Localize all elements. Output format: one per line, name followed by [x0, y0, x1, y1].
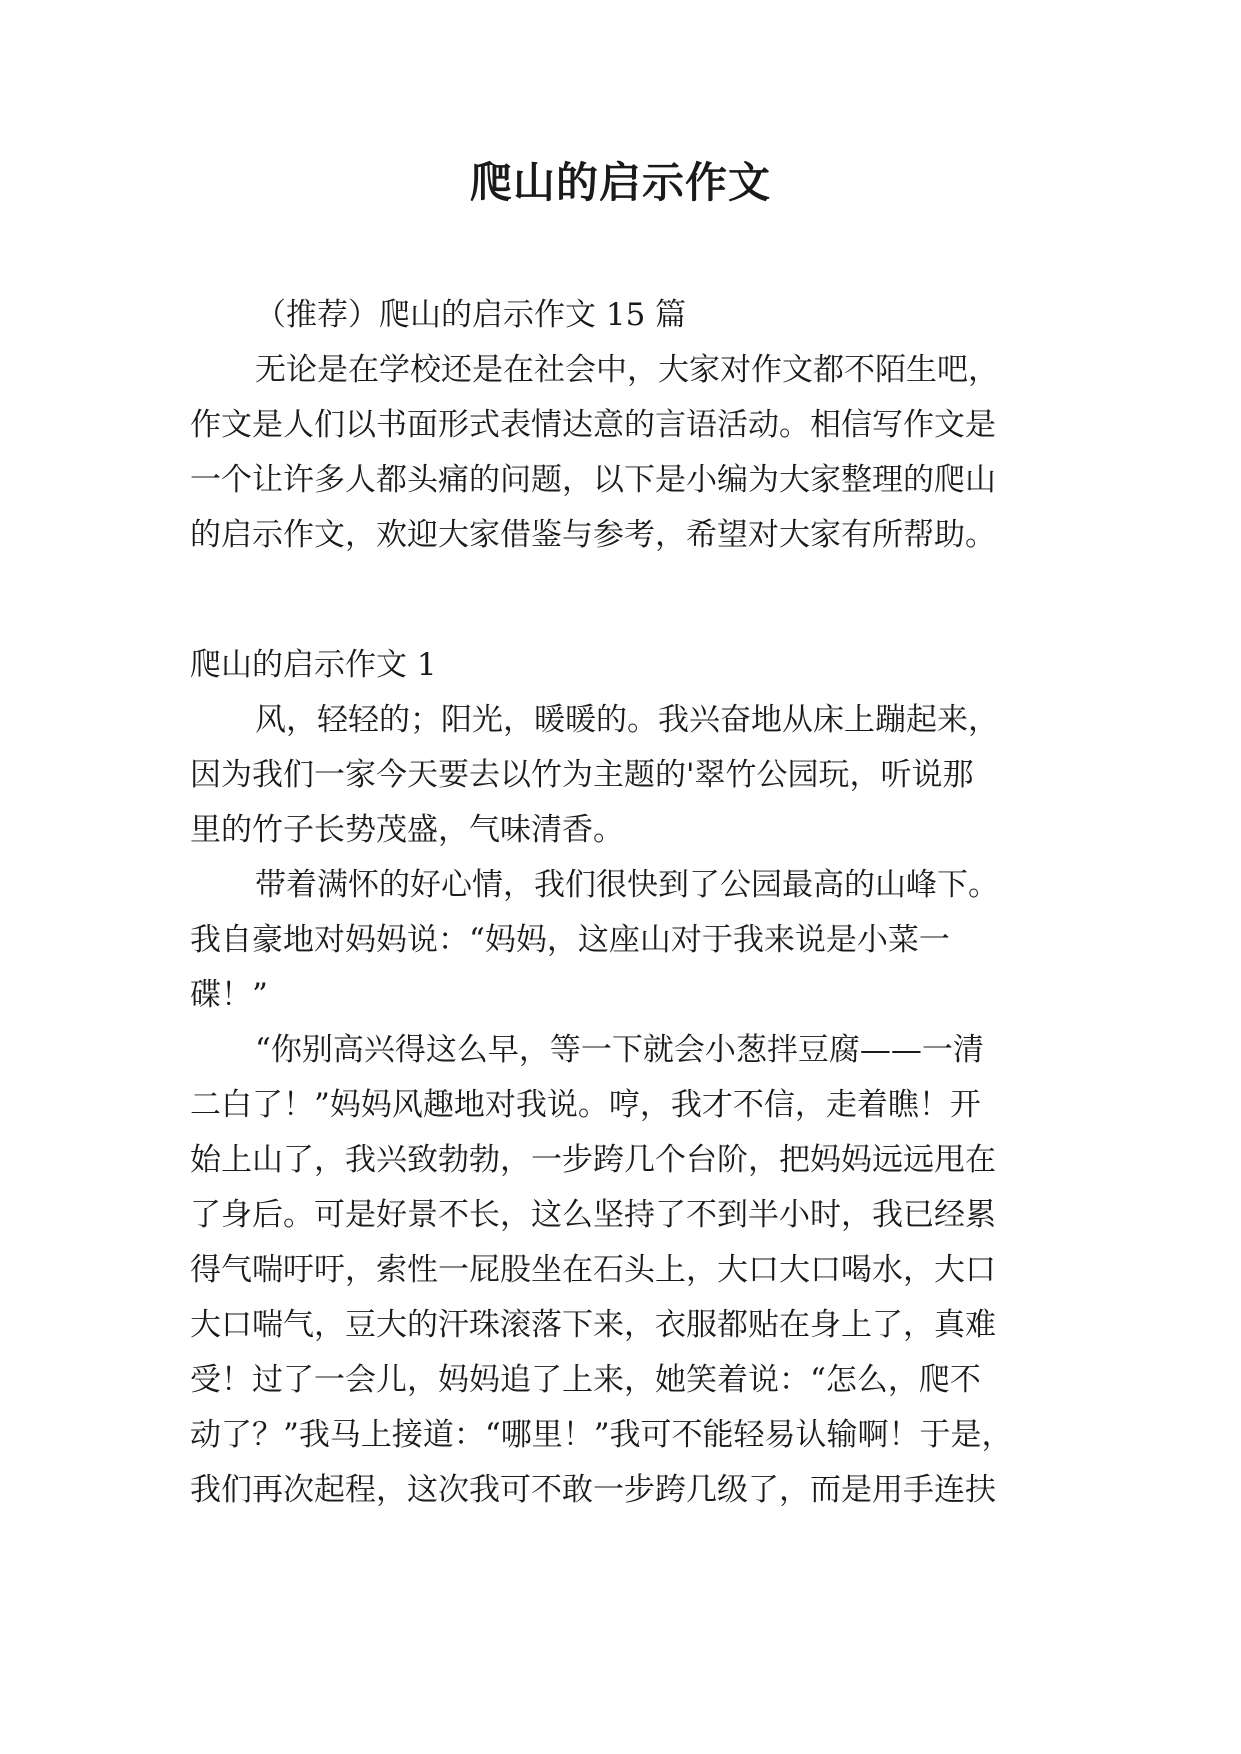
body-line: 了身后。可是好景不长，这么坚持了不到半小时，我已经累 [190, 1197, 996, 1233]
intro-line: 作文是人们以书面形式表情达意的言语活动。相信写作文是 [190, 407, 996, 443]
body-line: 得气喘吁吁，索性一屁股坐在石头上，大口大口喝水，大口 [190, 1252, 996, 1288]
section-heading: 爬山的启示作文 1 [190, 647, 437, 683]
body-line: 碟！” [190, 977, 268, 1013]
body-line: 我们再次起程，这次我可不敢一步跨几级了，而是用手连扶 [190, 1472, 996, 1508]
body-line: “你别高兴得这么早，等一下就会小葱拌豆腐——一清 [255, 1032, 984, 1068]
body-line: 始上山了，我兴致勃勃，一步跨几个台阶，把妈妈远远甩在 [190, 1142, 996, 1178]
intro-line: 无论是在学校还是在社会中，大家对作文都不陌生吧， [255, 352, 999, 388]
body-line: 风，轻轻的；阳光，暖暖的。我兴奋地从床上蹦起来， [255, 702, 999, 738]
body-line: 动了？”我马上接道：“哪里！”我可不能轻易认输啊！于是， [190, 1417, 1013, 1453]
body-line: 带着满怀的好心情，我们很快到了公园最高的山峰下。 [255, 867, 999, 903]
intro-line: 的启示作文，欢迎大家借鉴与参考，希望对大家有所帮助。 [190, 517, 996, 553]
body-line: 二白了！”妈妈风趣地对我说。哼，我才不信，走着瞧！开 [190, 1087, 981, 1123]
body-line: 大口喘气，豆大的汗珠滚落下来，衣服都贴在身上了，真难 [190, 1307, 996, 1343]
body-line: 我自豪地对妈妈说：“妈妈，这座山对于我来说是小菜一 [190, 922, 950, 958]
body-line: 里的竹子长势茂盛，气味清香。 [190, 812, 624, 848]
document-subtitle: （推荐）爬山的启示作文 15 篇 [255, 297, 687, 333]
document-title: 爬山的启示作文 [469, 158, 771, 207]
intro-line: 一个让许多人都头痛的问题，以下是小编为大家整理的爬山 [190, 462, 996, 498]
body-line: 因为我们一家今天要去以竹为主题的'翠竹公园玩，听说那 [190, 757, 974, 793]
body-line: 受！过了一会儿，妈妈追了上来，她笑着说：“怎么，爬不 [190, 1362, 981, 1398]
